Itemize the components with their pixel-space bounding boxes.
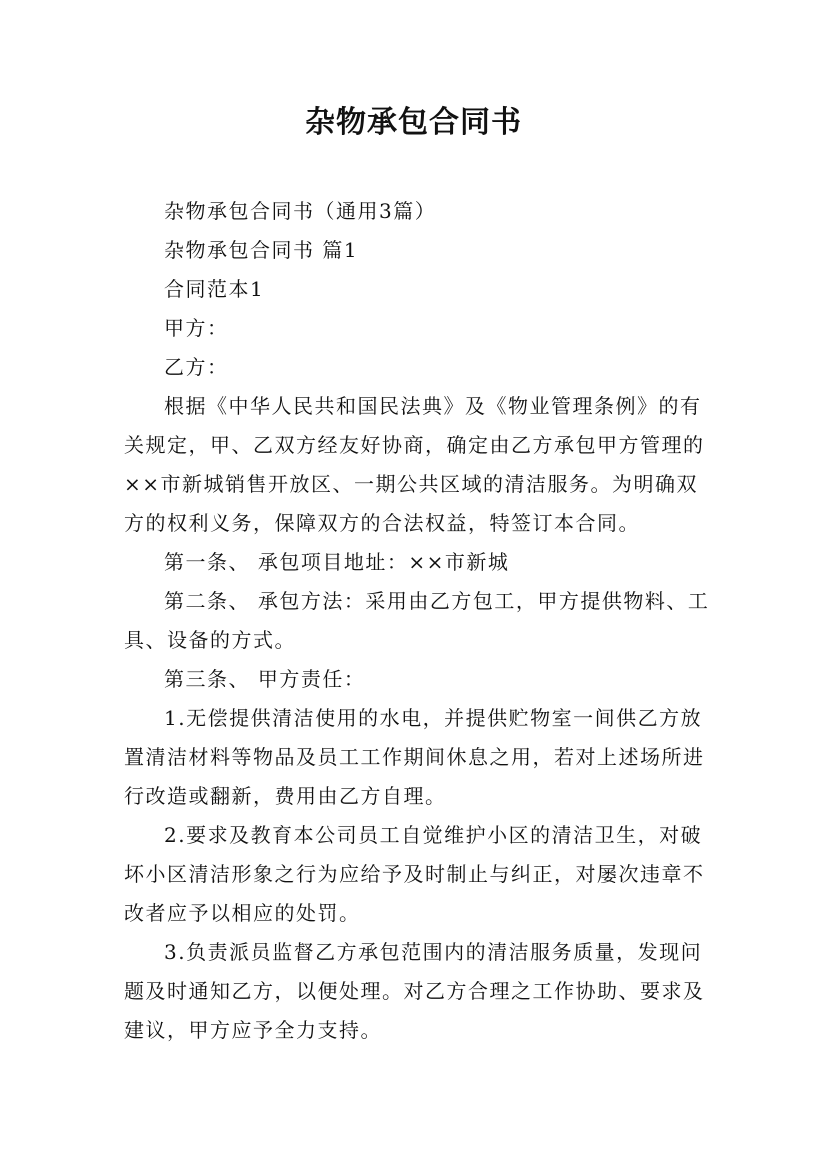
paragraph-article-2: 第二条、 承包方法：采用由乙方包工，甲方提供物料、工具、设备的方式。 <box>124 589 710 652</box>
paragraph-template-label: 合同范本1 <box>164 277 265 301</box>
document-body <box>124 192 714 1050</box>
paragraph-subtitle: 杂物承包合同书（通用3篇） <box>164 199 437 223</box>
paragraph-article-3: 第三条、 甲方责任： <box>164 667 366 691</box>
paragraph-party-a: 甲方： <box>164 316 229 340</box>
document-title: 杂物承包合同书 <box>305 105 522 140</box>
paragraph-clause-3: 3.负责派员监督乙方承包范围内的清洁服务质量，发现问题及时通知乙方，以便处理。对乙方合理之工作协助、要求及建议，甲方应予全力支持。 <box>124 940 705 1042</box>
paragraph-section-heading: 杂物承包合同书 篇1 <box>164 238 359 262</box>
paragraph-article-1: 第一条、 承包项目地址：××市新城 <box>164 550 510 574</box>
paragraph-clause-1: 1.无偿提供清洁使用的水电，并提供贮物室一间供乙方放置清洁材料等物品及员工工作期间休息之用，若对上述场所进行改造或翻新，费用由乙方自理。 <box>124 706 705 808</box>
paragraph-clause-2: 2.要求及教育本公司员工自觉维护小区的清洁卫生，对破坏小区清洁形象之行为应给予及时制止与纠正，对屡次违章不改者应予以相应的处罚。 <box>124 823 705 925</box>
paragraph-party-b: 乙方： <box>164 355 229 379</box>
paragraph-preamble: 根据《中华人民共和国民法典》及《物业管理条例》的有关规定，甲、乙双方经友好协商，确定由乙方承包甲方管理的××市新城销售开放区、一期公共区域的清洁服务。为明确双方的权利义务，保障双方的合法权益，特签订本合同。 <box>124 394 705 535</box>
